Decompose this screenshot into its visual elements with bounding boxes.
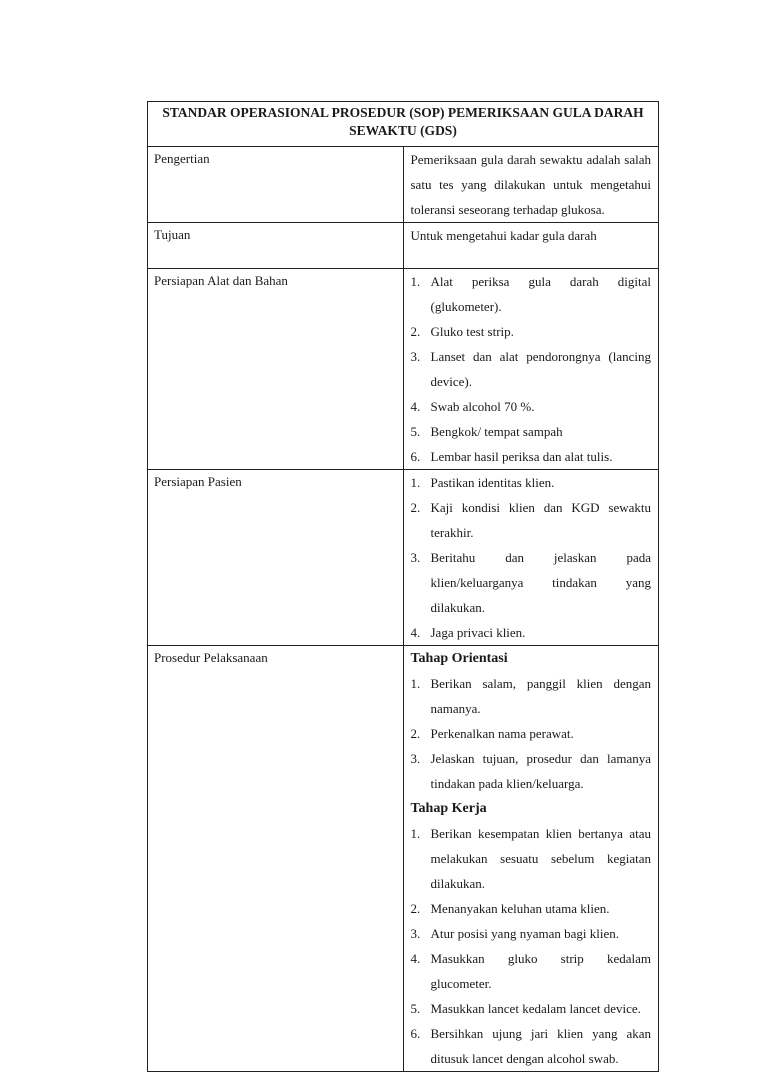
list-item-number: 2. [410,324,421,339]
list-item-number: 2. [410,500,421,515]
list-item-number: 1. [410,826,421,841]
list-item-text: Lanset dan alat pendorongnya (lancing device). [430,349,651,389]
list-item-number: 3. [410,349,421,364]
pengertian-text: Pemeriksaan gula darah sewaktu adalah salah satu tes yang dilakukan untuk mengetahui toleransi seseorang terhadap glukosa. [410,152,651,217]
list-item-number: 4. [410,951,421,966]
list-orientasi [411,671,652,796]
list-persiapan-alat [411,269,652,469]
list-item-number: 4. [410,625,421,640]
document-title: STANDAR OPERASIONAL PROSEDUR (SOP) PEMERIKSAAN GULA DARAH SEWAKTU (GDS) [148,102,659,147]
list-item [411,946,652,996]
list-item [411,495,652,545]
list-item [411,620,652,645]
list-item [411,269,652,319]
row-label: Tujuan [148,223,404,269]
list-item [411,444,652,469]
row-persiapan-alat [148,269,659,470]
list-item [411,896,652,921]
list-item [411,344,652,394]
list-persiapan-pasien [411,470,652,645]
list-item-number: 1. [410,676,421,691]
list-item-number: 1. [410,274,421,289]
row-content [403,269,659,470]
list-item [411,721,652,746]
list-item-number: 2. [410,901,421,916]
row-label: Persiapan Pasien [148,470,404,646]
row-pengertian [148,147,659,223]
list-item [411,821,652,896]
list-item-text: Pastikan identitas klien. [430,475,555,490]
list-item-text: Masukkan lancet kedalam lancet device. [430,1001,641,1016]
list-item-text: Masukkan gluko strip kedalam glucometer. [430,951,651,991]
list-item [411,921,652,946]
list-item-text: Bengkok/ tempat sampah [430,424,563,439]
list-item-text: Alat periksa gula darah digital (glukometer). [430,274,651,314]
list-item-number: 1. [410,475,421,490]
row-label: Persiapan Alat dan Bahan [148,269,404,470]
list-item [411,419,652,444]
list-item-text: Jaga privaci klien. [430,625,526,640]
sop-table [147,101,659,1072]
tujuan-text: Untuk mengetahui kadar gula darah [410,228,597,243]
list-item [411,1021,652,1071]
list-item-number: 2. [410,726,421,741]
row-label: Pengertian [148,147,404,223]
row-tujuan [148,223,659,269]
stage-title-orientasi: Tahap Orientasi [410,651,508,666]
list-item-number: 3. [410,751,421,766]
list-item-text: Beritahu dan jelaskan pada klien/keluarganya tindakan yang dilakukan. [430,550,651,615]
list-item-text: Gluko test strip. [430,324,514,339]
list-item-number: 3. [410,550,421,565]
list-item-text: Swab alcohol 70 %. [430,399,535,414]
list-item-text: Jelaskan tujuan, prosedur dan lamanya tindakan pada klien/keluarga. [430,751,651,791]
row-label: Prosedur Pelaksanaan [148,646,404,1072]
row-content [403,470,659,646]
list-item-text: Menanyakan keluhan utama klien. [430,901,610,916]
list-item [411,996,652,1021]
list-item-number: 5. [410,424,421,439]
row-content [403,223,659,269]
list-item [411,319,652,344]
list-item-text: Atur posisi yang nyaman bagi klien. [430,926,619,941]
list-item-text: Kaji kondisi klien dan KGD sewaktu terakhir. [430,500,651,540]
row-prosedur [148,646,659,1072]
list-kerja [411,821,652,1071]
row-content [403,646,659,1072]
row-content [403,147,659,223]
list-item-text: Berikan salam, panggil klien dengan namanya. [430,676,651,716]
list-item-number: 4. [410,399,421,414]
list-item [411,746,652,796]
stage-title-kerja: Tahap Kerja [410,801,487,816]
list-item-text: Lembar hasil periksa dan alat tulis. [430,449,613,464]
list-item [411,545,652,620]
list-item-text: Berikan kesempatan klien bertanya atau melakukan sesuatu sebelum kegiatan dilakukan. [430,826,651,891]
list-item [411,470,652,495]
title-row [148,102,659,147]
list-item-text: Bersihkan ujung jari klien yang akan ditusuk lancet dengan alcohol swab. [430,1026,651,1066]
list-item [411,394,652,419]
list-item-number: 6. [410,1026,421,1041]
list-item-number: 6. [410,449,421,464]
list-item-number: 5. [410,1001,421,1016]
list-item-text: Perkenalkan nama perawat. [430,726,574,741]
list-item [411,671,652,721]
list-item-number: 3. [410,926,421,941]
row-persiapan-pasien [148,470,659,646]
